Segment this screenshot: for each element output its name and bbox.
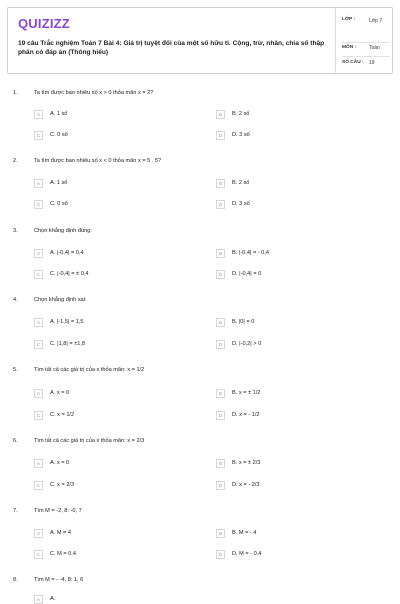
- quiz-header: [7, 7, 393, 74]
- question-number: 2.: [13, 158, 18, 164]
- option-c-box[interactable]: C: [34, 411, 43, 420]
- count-value: 19: [369, 60, 375, 66]
- question-text: Ta tìm được bao nhiêu số x < 0 thỏa mãn x = 5 . 5?: [34, 158, 162, 164]
- question-text: Tìm M = -2, 8: -0, 7: [34, 508, 82, 514]
- option-d-box[interactable]: D: [216, 411, 225, 420]
- quiz-title: 19 câu Trắc nghiệm Toán 7 Bài 4: Giá trị tuyệt đối của một số hữu tỉ. Cộng, trừ, nhân, chia số thập phân có đáp án (Thông hiểu): [18, 40, 325, 56]
- meta-separator: [342, 42, 390, 43]
- option-c[interactable]: C. x = 1/2: [50, 412, 75, 418]
- question-text: Tìm M = - -4, 8: 1, 6: [34, 577, 84, 583]
- option-c[interactable]: C. |1,8| = ±1,8: [50, 341, 86, 347]
- option-a-box[interactable]: A: [34, 529, 43, 538]
- option-b-box[interactable]: B: [216, 179, 225, 188]
- option-d[interactable]: D. M = - 0.4: [232, 551, 262, 557]
- option-b[interactable]: B. M = - 4: [232, 530, 257, 536]
- option-a-box[interactable]: A: [34, 459, 43, 468]
- option-a-box[interactable]: A: [34, 318, 43, 327]
- option-d-box[interactable]: D: [216, 200, 225, 209]
- option-b-box[interactable]: B: [216, 389, 225, 398]
- option-c[interactable]: C. M = 0.4: [50, 551, 76, 557]
- option-a[interactable]: A. 1 số: [50, 111, 68, 117]
- question-text: Tìm tất cả các giá trị của x thỏa mãn: x = 2/3: [34, 438, 145, 444]
- option-c-box[interactable]: C: [34, 340, 43, 349]
- option-d-box[interactable]: D: [216, 481, 225, 490]
- option-a[interactable]: A. M = 4: [50, 530, 71, 536]
- question-text: Chọn khẳng định sai:: [34, 297, 87, 303]
- option-a[interactable]: A.: [50, 596, 56, 602]
- question-text: Ta tìm được bao nhiêu số x > 0 thỏa mãn x = 2?: [34, 90, 154, 96]
- question-text: Tìm tất cả các giá trị của x thỏa mãn: x = 1/2: [34, 367, 145, 373]
- class-value: Lớp 7: [369, 18, 383, 24]
- question-number: 6.: [13, 438, 18, 444]
- option-a[interactable]: A. |-0,4| = 0,4: [50, 250, 84, 256]
- option-b[interactable]: B. |0| = 0: [232, 319, 255, 325]
- option-c-box[interactable]: C: [34, 550, 43, 559]
- option-a[interactable]: A. |-1,5| = 1,5: [50, 319, 84, 325]
- option-a-box[interactable]: A: [34, 110, 43, 119]
- option-c-box[interactable]: C: [34, 270, 43, 279]
- option-c-box[interactable]: C: [34, 481, 43, 490]
- option-b[interactable]: B. 2 số: [232, 180, 250, 186]
- option-c[interactable]: C. 0 số: [50, 201, 68, 207]
- option-d-box[interactable]: D: [216, 340, 225, 349]
- option-c[interactable]: C. 0 số: [50, 132, 68, 138]
- header-divider: [335, 8, 336, 73]
- question-number: 5.: [13, 367, 18, 373]
- option-a[interactable]: A. 1 số: [50, 180, 68, 186]
- subject-label: MÔN :: [342, 45, 357, 50]
- class-label: LỚP :: [342, 17, 356, 22]
- option-d-box[interactable]: D: [216, 131, 225, 140]
- option-c-box[interactable]: C: [34, 200, 43, 209]
- option-b-box[interactable]: B: [216, 318, 225, 327]
- meta-separator: [342, 56, 390, 57]
- option-b-box[interactable]: B: [216, 459, 225, 468]
- quizizz-logo[interactable]: QUIZIZZ: [18, 16, 70, 31]
- option-a[interactable]: A. x = 0: [50, 390, 70, 396]
- question-text: Chọn khẳng định đúng:: [34, 228, 92, 234]
- option-a-box[interactable]: A: [34, 389, 43, 398]
- option-c[interactable]: C. x = 2/3: [50, 482, 75, 488]
- option-d-box[interactable]: D: [216, 270, 225, 279]
- option-d-box[interactable]: D: [216, 550, 225, 559]
- option-c-box[interactable]: C: [34, 131, 43, 140]
- option-a[interactable]: A. x = 0: [50, 460, 70, 466]
- option-b[interactable]: B. 2 số: [232, 111, 250, 117]
- question-number: 8.: [13, 577, 18, 583]
- option-b[interactable]: B. x = ± 1/2: [232, 390, 261, 396]
- subject-value: Toán: [369, 45, 380, 51]
- question-number: 7.: [13, 508, 18, 514]
- option-b-box[interactable]: B: [216, 529, 225, 538]
- option-d[interactable]: D. 3 số: [232, 201, 250, 207]
- option-b[interactable]: B. x = ± 2/3: [232, 460, 261, 466]
- count-label: SỐ CÂU :: [342, 60, 364, 65]
- question-number: 4.: [13, 297, 18, 303]
- option-c[interactable]: C. |-0,4| = ± 0,4: [50, 271, 89, 277]
- option-d[interactable]: D. x = - 2/3: [232, 482, 260, 488]
- option-a-box[interactable]: A: [34, 179, 43, 188]
- option-b[interactable]: B. |-0,4| = - 0,4: [232, 250, 269, 256]
- question-number: 1.: [13, 90, 18, 96]
- option-b-box[interactable]: B: [216, 249, 225, 258]
- option-a-box[interactable]: A: [34, 595, 43, 604]
- option-d[interactable]: D. x = - 1/2: [232, 412, 260, 418]
- option-a-box[interactable]: A: [34, 249, 43, 258]
- question-number: 3.: [13, 228, 18, 234]
- option-d[interactable]: D. |-0,4| = 0: [232, 271, 262, 277]
- option-d[interactable]: D. 3 số: [232, 132, 250, 138]
- option-d[interactable]: D. |-0,2| > 0: [232, 341, 262, 347]
- option-b-box[interactable]: B: [216, 110, 225, 119]
